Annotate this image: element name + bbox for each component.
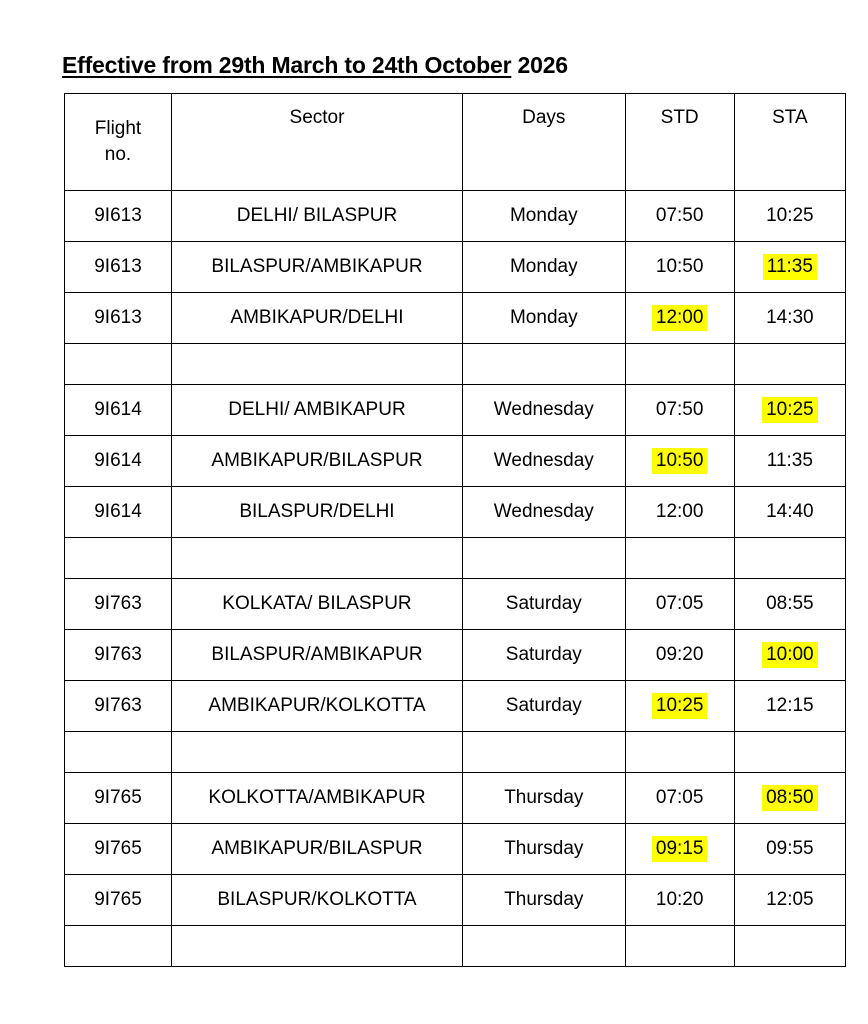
- cell-days: [462, 926, 625, 967]
- cell-flight-no: [65, 732, 172, 773]
- cell-days: Thursday: [462, 875, 625, 926]
- highlighted-time: 10:25: [762, 397, 818, 423]
- column-header-flight-no-line2: no.: [104, 144, 132, 165]
- cell-sector: AMBIKAPUR/KOLKOTTA: [171, 681, 462, 732]
- highlighted-time: 10:25: [652, 693, 708, 719]
- cell-sta: [734, 538, 845, 579]
- column-header-flight-no-line1: Flight: [94, 118, 142, 140]
- table-row: [65, 824, 846, 875]
- cell-days: Wednesday: [462, 436, 625, 487]
- highlighted-time: 10:50: [652, 448, 708, 474]
- table-body: [65, 191, 846, 967]
- cell-sta: 12:05: [734, 875, 845, 926]
- cell-days: [462, 538, 625, 579]
- cell-sector: KOLKOTTA/AMBIKAPUR: [171, 773, 462, 824]
- cell-sta: 11:35: [734, 436, 845, 487]
- cell-sector: BILASPUR/AMBIKAPUR: [171, 242, 462, 293]
- cell-sector: BILASPUR/KOLKOTTA: [171, 875, 462, 926]
- cell-sector: [171, 732, 462, 773]
- cell-sector: BILASPUR/AMBIKAPUR: [171, 630, 462, 681]
- cell-flight-no: 9I613: [65, 191, 172, 242]
- cell-sector: AMBIKAPUR/BILASPUR: [171, 436, 462, 487]
- cell-std: [625, 732, 734, 773]
- cell-std: 12:00: [625, 487, 734, 538]
- table-row: [65, 773, 846, 824]
- cell-sector: [171, 926, 462, 967]
- cell-days: Thursday: [462, 773, 625, 824]
- table-header-row: [65, 94, 846, 191]
- cell-sector: BILASPUR/DELHI: [171, 487, 462, 538]
- column-header-flight-no: [65, 94, 172, 191]
- cell-flight-no: [65, 344, 172, 385]
- table-spacer-row: [65, 538, 846, 579]
- cell-std: [625, 538, 734, 579]
- cell-sector: DELHI/ AMBIKAPUR: [171, 385, 462, 436]
- cell-std: [625, 824, 734, 875]
- table-header: [65, 94, 846, 191]
- cell-sta: [734, 385, 845, 436]
- cell-flight-no: 9I614: [65, 487, 172, 538]
- cell-std: 07:05: [625, 773, 734, 824]
- cell-days: Monday: [462, 242, 625, 293]
- cell-sta: 12:15: [734, 681, 845, 732]
- highlighted-time: 09:15: [652, 836, 708, 862]
- table-spacer-row: [65, 344, 846, 385]
- cell-flight-no: 9I765: [65, 875, 172, 926]
- cell-sector: [171, 344, 462, 385]
- cell-sta: 10:25: [734, 191, 845, 242]
- cell-sta: 14:40: [734, 487, 845, 538]
- cell-days: Saturday: [462, 579, 625, 630]
- column-header-sector: Sector: [171, 94, 462, 191]
- cell-sta: [734, 344, 845, 385]
- cell-std: [625, 681, 734, 732]
- table-row: [65, 293, 846, 344]
- table-row: [65, 487, 846, 538]
- cell-std: [625, 344, 734, 385]
- cell-flight-no: [65, 926, 172, 967]
- cell-sta: [734, 630, 845, 681]
- cell-days: Wednesday: [462, 487, 625, 538]
- column-header-days: Days: [462, 94, 625, 191]
- cell-sta: [734, 242, 845, 293]
- cell-std: 07:50: [625, 385, 734, 436]
- table-spacer-row: [65, 926, 846, 967]
- cell-std: 09:20: [625, 630, 734, 681]
- cell-sta: [734, 773, 845, 824]
- cell-days: Monday: [462, 293, 625, 344]
- cell-sta: 14:30: [734, 293, 845, 344]
- cell-flight-no: 9I763: [65, 579, 172, 630]
- cell-flight-no: 9I763: [65, 630, 172, 681]
- cell-sector: AMBIKAPUR/BILASPUR: [171, 824, 462, 875]
- column-header-std: STD: [625, 94, 734, 191]
- table-spacer-row: [65, 732, 846, 773]
- cell-std: [625, 926, 734, 967]
- cell-sta: [734, 926, 845, 967]
- flight-schedule-table: [64, 93, 846, 967]
- highlighted-time: 11:35: [763, 254, 817, 280]
- cell-std: 10:20: [625, 875, 734, 926]
- cell-flight-no: 9I765: [65, 773, 172, 824]
- table-row: [65, 436, 846, 487]
- cell-days: [462, 344, 625, 385]
- table-row: [65, 630, 846, 681]
- cell-flight-no: 9I613: [65, 242, 172, 293]
- cell-sector: AMBIKAPUR/DELHI: [171, 293, 462, 344]
- cell-sector: DELHI/ BILASPUR: [171, 191, 462, 242]
- cell-flight-no: 9I613: [65, 293, 172, 344]
- cell-sta: 08:55: [734, 579, 845, 630]
- table-row: [65, 191, 846, 242]
- cell-sector: KOLKATA/ BILASPUR: [171, 579, 462, 630]
- cell-days: [462, 732, 625, 773]
- cell-flight-no: 9I765: [65, 824, 172, 875]
- cell-flight-no: [65, 538, 172, 579]
- cell-std: [625, 293, 734, 344]
- cell-std: 07:05: [625, 579, 734, 630]
- highlighted-time: 10:00: [762, 642, 818, 668]
- highlighted-time: 08:50: [762, 785, 818, 811]
- cell-days: Monday: [462, 191, 625, 242]
- cell-days: Wednesday: [462, 385, 625, 436]
- highlighted-time: 12:00: [652, 305, 708, 331]
- table-row: [65, 875, 846, 926]
- page-title: [62, 52, 868, 79]
- table-row: [65, 681, 846, 732]
- table-row: [65, 579, 846, 630]
- cell-days: Thursday: [462, 824, 625, 875]
- page-title-year: 2026: [511, 52, 568, 78]
- cell-days: Saturday: [462, 681, 625, 732]
- cell-flight-no: 9I614: [65, 436, 172, 487]
- cell-days: Saturday: [462, 630, 625, 681]
- cell-sta: [734, 732, 845, 773]
- cell-std: 10:50: [625, 242, 734, 293]
- cell-flight-no: 9I614: [65, 385, 172, 436]
- cell-sta: 09:55: [734, 824, 845, 875]
- cell-std: 07:50: [625, 191, 734, 242]
- table-row: [65, 385, 846, 436]
- page-title-underlined-part: Effective from 29th March to 24th October: [62, 52, 512, 78]
- cell-flight-no: 9I763: [65, 681, 172, 732]
- cell-sector: [171, 538, 462, 579]
- table-row: [65, 242, 846, 293]
- column-header-sta: STA: [734, 94, 845, 191]
- cell-std: [625, 436, 734, 487]
